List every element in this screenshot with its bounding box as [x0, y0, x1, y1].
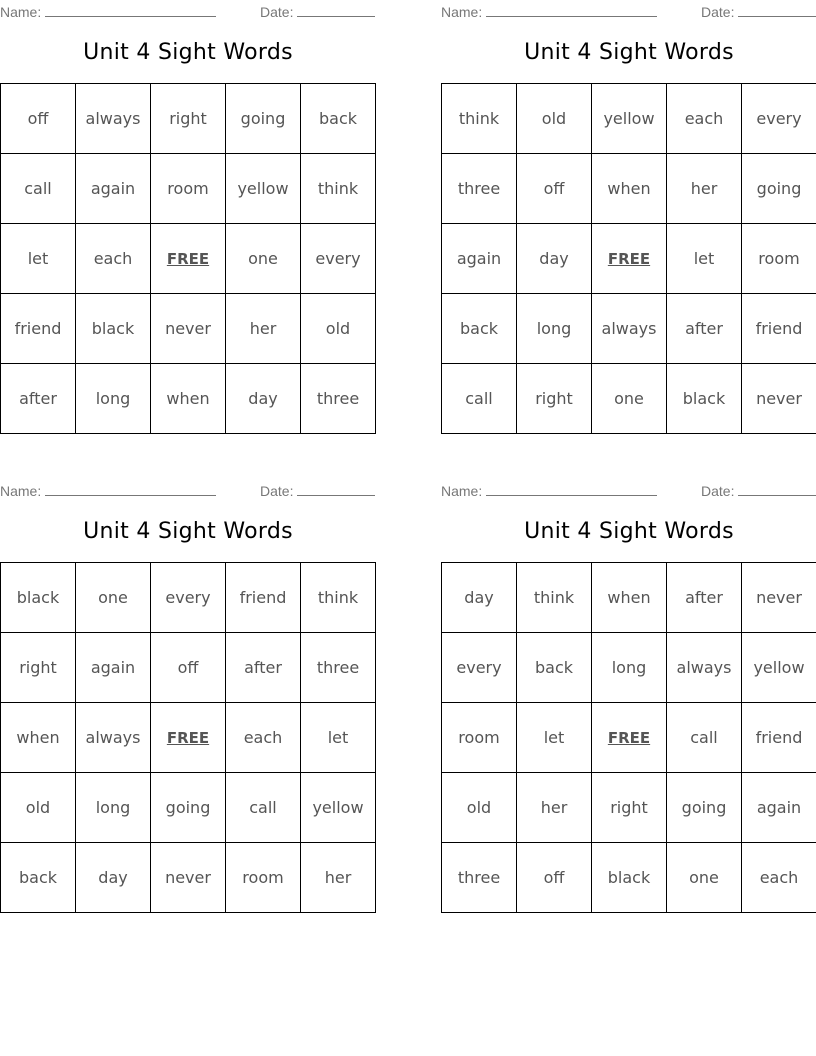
grid-cell: each: [226, 703, 301, 773]
grid-row: [1, 294, 376, 364]
card-header: [441, 4, 816, 18]
grid-cell: again: [76, 633, 151, 703]
grid-cell: long: [517, 294, 592, 364]
grid-row: [442, 633, 816, 703]
grid-cell: three: [301, 364, 376, 434]
grid-cell: always: [76, 703, 151, 773]
grid-cell: her: [226, 294, 301, 364]
grid-cell: room: [151, 154, 226, 224]
grid-cell: again: [76, 154, 151, 224]
grid-cell: yellow: [301, 773, 376, 843]
date-line: [738, 4, 816, 17]
grid-cell: friend: [742, 294, 816, 364]
date-label: Date:: [701, 483, 735, 499]
grid-cell: again: [442, 224, 517, 294]
name-label: Name:: [441, 4, 483, 20]
grid-cell: black: [667, 364, 742, 434]
grid-cell: call: [1, 154, 76, 224]
card-title: Unit 4 Sight Words: [524, 519, 734, 544]
grid-cell: right: [151, 84, 226, 154]
grid-cell: room: [226, 843, 301, 913]
grid-row: [442, 294, 816, 364]
card-header: [0, 4, 376, 18]
date-field: [260, 483, 375, 499]
bingo-grid: [441, 562, 816, 913]
grid-cell: think: [517, 563, 592, 633]
grid-row: [442, 843, 816, 913]
name-line: [486, 483, 657, 496]
grid-cell: off: [517, 843, 592, 913]
bingo-grid: [0, 562, 376, 913]
date-label: Date:: [260, 4, 294, 20]
name-label: Name:: [0, 4, 42, 20]
grid-cell: after: [1, 364, 76, 434]
name-field: [0, 483, 216, 499]
grid-cell: let: [301, 703, 376, 773]
grid-row: [442, 224, 816, 294]
grid-cell: friend: [1, 294, 76, 364]
card-title: Unit 4 Sight Words: [83, 519, 293, 544]
grid-cell: think: [301, 563, 376, 633]
date-line: [297, 4, 375, 17]
name-field: [441, 4, 657, 20]
grid-cell: back: [517, 633, 592, 703]
grid-cell: call: [667, 703, 742, 773]
grid-cell: every: [442, 633, 517, 703]
grid-cell: day: [517, 224, 592, 294]
grid-row: [1, 843, 376, 913]
grid-cell: day: [226, 364, 301, 434]
grid-cell: back: [442, 294, 517, 364]
grid-cell: when: [1, 703, 76, 773]
bingo-card-3: [0, 479, 376, 919]
grid-cell: her: [301, 843, 376, 913]
grid-cell: long: [76, 364, 151, 434]
grid-cell: yellow: [592, 84, 667, 154]
grid-cell: black: [76, 294, 151, 364]
bingo-grid: [441, 83, 816, 434]
grid-row: [442, 84, 816, 154]
grid-row: [1, 773, 376, 843]
grid-cell: after: [667, 294, 742, 364]
grid-cell: one: [76, 563, 151, 633]
grid-cell: let: [667, 224, 742, 294]
grid-cell: going: [151, 773, 226, 843]
date-label: Date:: [260, 483, 294, 499]
bingo-grid: [0, 83, 376, 434]
date-line: [738, 483, 816, 496]
grid-cell: after: [667, 563, 742, 633]
grid-cell: let: [517, 703, 592, 773]
bingo-card-2: [441, 0, 816, 440]
grid-cell: long: [592, 633, 667, 703]
grid-cell: think: [301, 154, 376, 224]
grid-row: [442, 773, 816, 843]
grid-cell: one: [592, 364, 667, 434]
card-header: [0, 483, 376, 497]
card-header: [441, 483, 816, 497]
grid-row: [1, 563, 376, 633]
grid-cell: always: [76, 84, 151, 154]
grid-cell: going: [667, 773, 742, 843]
grid-cell: going: [742, 154, 816, 224]
name-line: [45, 483, 216, 496]
grid-cell: three: [301, 633, 376, 703]
grid-cell: old: [442, 773, 517, 843]
grid-cell: day: [442, 563, 517, 633]
grid-cell: her: [667, 154, 742, 224]
grid-cell: going: [226, 84, 301, 154]
date-field: [260, 4, 375, 20]
grid-row: [442, 154, 816, 224]
grid-cell: never: [742, 364, 816, 434]
name-line: [45, 4, 216, 17]
grid-cell: long: [76, 773, 151, 843]
grid-cell: one: [226, 224, 301, 294]
grid-cell: let: [1, 224, 76, 294]
card-title: Unit 4 Sight Words: [524, 40, 734, 65]
grid-cell: room: [442, 703, 517, 773]
grid-cell: back: [301, 84, 376, 154]
grid-row: [1, 633, 376, 703]
grid-cell: each: [76, 224, 151, 294]
grid-cell: yellow: [226, 154, 301, 224]
name-label: Name:: [0, 483, 42, 499]
grid-row: [1, 84, 376, 154]
date-line: [297, 483, 375, 496]
grid-cell: yellow: [742, 633, 816, 703]
name-label: Name:: [441, 483, 483, 499]
grid-cell: call: [442, 364, 517, 434]
grid-cell: right: [1, 633, 76, 703]
grid-cell: right: [592, 773, 667, 843]
grid-cell: when: [592, 563, 667, 633]
grid-row: [1, 224, 376, 294]
grid-cell: when: [151, 364, 226, 434]
grid-cell: always: [592, 294, 667, 364]
grid-cell: off: [517, 154, 592, 224]
grid-cell: one: [667, 843, 742, 913]
grid-cell: again: [742, 773, 816, 843]
grid-cell: every: [151, 563, 226, 633]
grid-cell: friend: [226, 563, 301, 633]
grid-cell: each: [667, 84, 742, 154]
grid-cell: three: [442, 154, 517, 224]
grid-cell: off: [1, 84, 76, 154]
grid-cell: when: [592, 154, 667, 224]
free-space-cell: FREE: [592, 703, 667, 773]
grid-row: [442, 563, 816, 633]
grid-row: [1, 154, 376, 224]
grid-cell: never: [151, 294, 226, 364]
grid-cell: day: [76, 843, 151, 913]
grid-cell: old: [301, 294, 376, 364]
grid-cell: old: [517, 84, 592, 154]
name-field: [0, 4, 216, 20]
date-label: Date:: [701, 4, 735, 20]
grid-cell: call: [226, 773, 301, 843]
grid-row: [1, 364, 376, 434]
grid-cell: black: [592, 843, 667, 913]
grid-cell: her: [517, 773, 592, 843]
free-space-cell: FREE: [151, 224, 226, 294]
grid-cell: each: [742, 843, 816, 913]
grid-cell: always: [667, 633, 742, 703]
grid-row: [1, 703, 376, 773]
grid-cell: friend: [742, 703, 816, 773]
date-field: [701, 483, 816, 499]
free-space-cell: FREE: [151, 703, 226, 773]
grid-cell: old: [1, 773, 76, 843]
bingo-card-4: [441, 479, 816, 919]
grid-cell: never: [151, 843, 226, 913]
date-field: [701, 4, 816, 20]
grid-cell: back: [1, 843, 76, 913]
grid-cell: every: [742, 84, 816, 154]
grid-cell: right: [517, 364, 592, 434]
grid-cell: every: [301, 224, 376, 294]
grid-cell: room: [742, 224, 816, 294]
grid-cell: after: [226, 633, 301, 703]
name-line: [486, 4, 657, 17]
grid-cell: think: [442, 84, 517, 154]
name-field: [441, 483, 657, 499]
grid-cell: never: [742, 563, 816, 633]
card-title: Unit 4 Sight Words: [83, 40, 293, 65]
grid-cell: off: [151, 633, 226, 703]
bingo-card-1: [0, 0, 376, 440]
grid-cell: black: [1, 563, 76, 633]
free-space-cell: FREE: [592, 224, 667, 294]
grid-row: [442, 364, 816, 434]
grid-row: [442, 703, 816, 773]
grid-cell: three: [442, 843, 517, 913]
